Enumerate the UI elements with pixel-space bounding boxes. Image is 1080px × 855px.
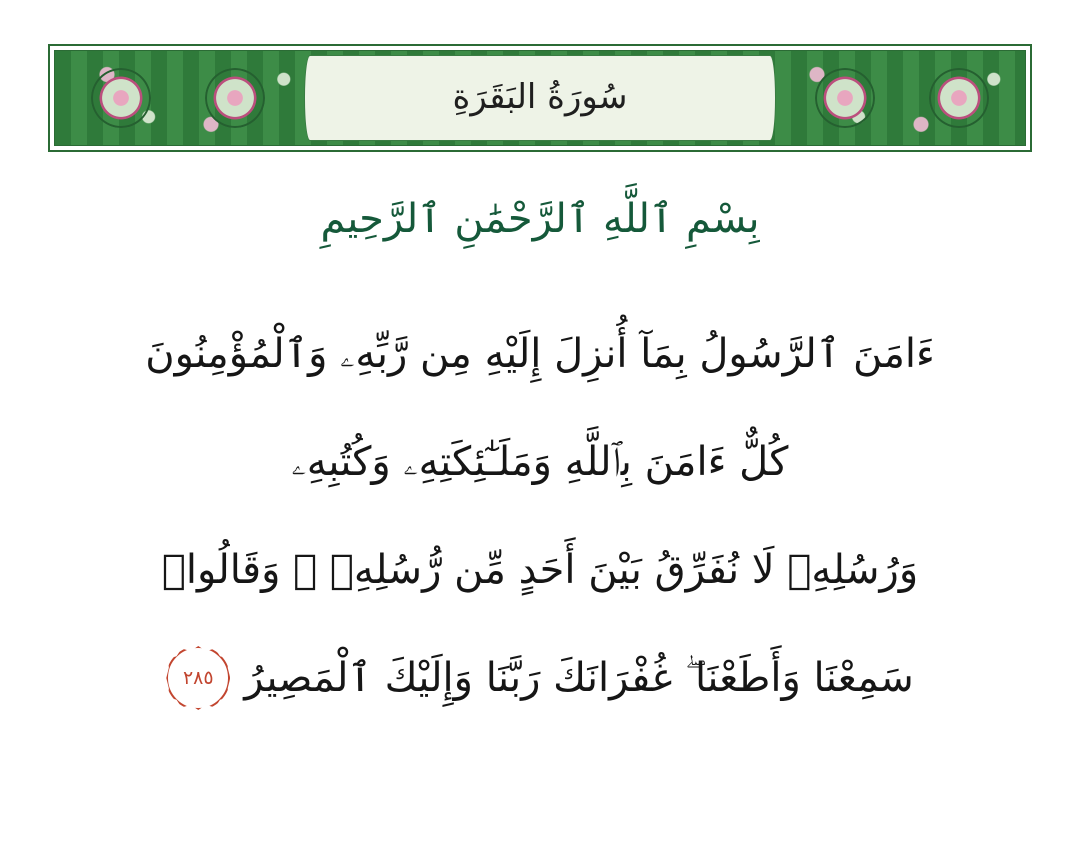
rosette-flower-icon xyxy=(91,68,151,128)
surah-title: سُورَةُ البَقَرَةِ xyxy=(452,77,628,118)
ayah-line: سَمِعْنَا وَأَطَعْنَا ۖ غُفْرَانَكَ رَبَّنَا وَإِلَيْكَ ٱلْمَصِيرُ xyxy=(244,655,914,701)
surah-header-banner xyxy=(48,44,1032,152)
ayah-number: ٢٨٥ xyxy=(182,667,214,689)
rosette-flower-icon xyxy=(205,68,265,128)
ayah-text-block xyxy=(56,300,1024,732)
ayah-number-marker-icon xyxy=(166,646,230,710)
ayah-line: كُلٌّ ءَامَنَ بِٱللَّهِ وَمَلَـٰٓئِكَتِهِۦ وَكُتُبِهِۦ xyxy=(291,439,789,485)
surah-banner-ornament xyxy=(54,50,1026,146)
ayah-line: ءَامَنَ ٱلرَّسُولُ بِمَآ أُنزِلَ إِلَيْهِ مِن رَّبِّهِۦ وَٱلْمُؤْمِنُونَ xyxy=(145,331,935,377)
ayah-line: وَرُسُلِهِۦ لَا نُفَرِّقُ بَيْنَ أَحَدٍ مِّن رُّسُلِهِۦ ۚ وَقَالُوا۟ xyxy=(161,547,919,593)
ayah-line-with-marker xyxy=(56,624,1024,732)
surah-title-plate xyxy=(304,55,776,141)
rosette-flower-icon xyxy=(815,68,875,128)
rosette-flower-icon xyxy=(929,68,989,128)
basmala-text: بِسْمِ ٱللَّهِ ٱلرَّحْمَٰنِ ٱلرَّحِيمِ xyxy=(320,196,760,242)
